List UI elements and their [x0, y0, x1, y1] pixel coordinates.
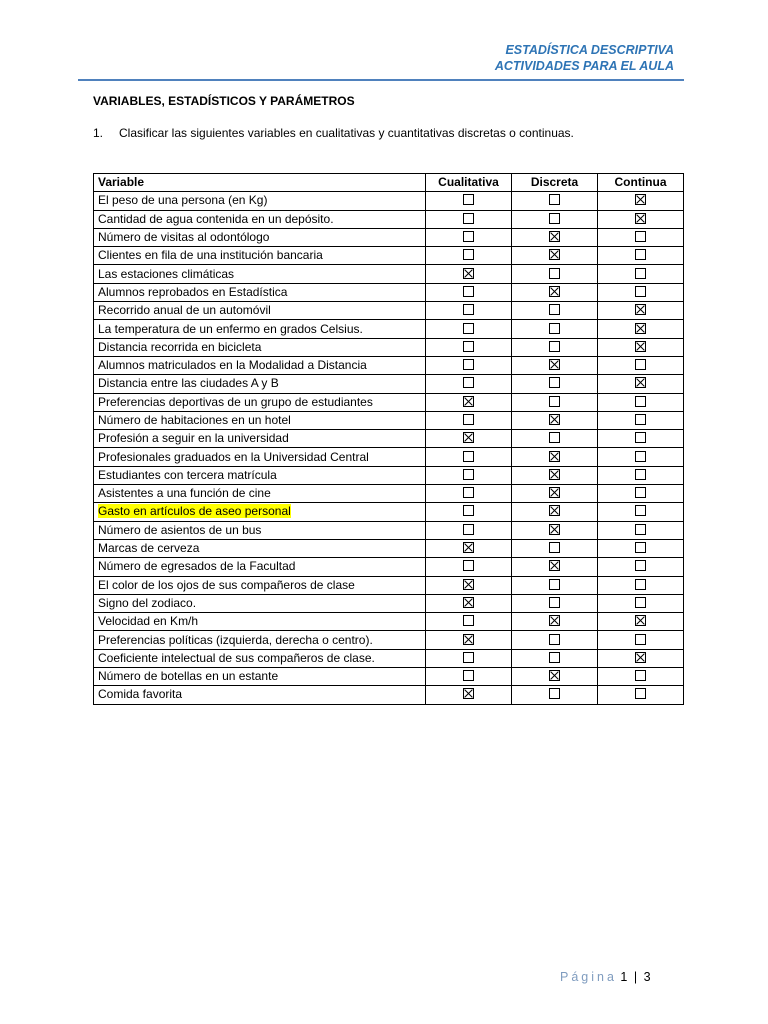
- empty-box-icon[interactable]: [635, 414, 646, 425]
- cualitativa-cell: [426, 338, 512, 356]
- continua-cell: [598, 375, 684, 393]
- checked-box-icon[interactable]: [549, 286, 560, 297]
- instruction: [93, 126, 574, 140]
- empty-box-icon[interactable]: [549, 597, 560, 608]
- discreta-cell: [512, 393, 598, 411]
- variable-label: Las estaciones climáticas: [98, 266, 235, 281]
- discreta-cell: [512, 411, 598, 429]
- checked-box-icon[interactable]: [463, 579, 474, 590]
- table-row: [94, 210, 684, 228]
- empty-box-icon[interactable]: [463, 304, 474, 315]
- discreta-cell: [512, 631, 598, 649]
- variable-label: Coeficiente intelectual de sus compañeros de clase.: [98, 650, 375, 665]
- total-pages: 3: [643, 970, 651, 984]
- discreta-cell: [512, 448, 598, 466]
- discreta-cell: [512, 594, 598, 612]
- empty-box-icon[interactable]: [549, 341, 560, 352]
- checked-box-icon[interactable]: [463, 268, 474, 279]
- continua-cell: [598, 356, 684, 374]
- variable-cell: [94, 649, 426, 667]
- continua-cell: [598, 210, 684, 228]
- discreta-cell: [512, 338, 598, 356]
- variable-cell: [94, 393, 426, 411]
- empty-box-icon[interactable]: [463, 323, 474, 334]
- discreta-cell: [512, 265, 598, 283]
- header-line-2: ACTIVIDADES PARA EL AULA: [494, 59, 674, 73]
- variable-label: Alumnos reprobados en Estadística: [98, 284, 288, 299]
- variable-cell: [94, 521, 426, 539]
- page-header: [495, 42, 674, 74]
- variable-cell: [94, 192, 426, 210]
- table-header-row: [94, 174, 684, 192]
- cualitativa-cell: [426, 210, 512, 228]
- table-row: [94, 668, 684, 686]
- cualitativa-cell: [426, 521, 512, 539]
- empty-box-icon[interactable]: [635, 231, 646, 242]
- variable-cell: [94, 356, 426, 374]
- variable-cell: [94, 228, 426, 246]
- variable-cell: [94, 430, 426, 448]
- cualitativa-cell: [426, 668, 512, 686]
- discreta-cell: [512, 649, 598, 667]
- discreta-cell: [512, 430, 598, 448]
- discreta-cell: [512, 539, 598, 557]
- checked-box-icon[interactable]: [463, 634, 474, 645]
- cualitativa-cell: [426, 228, 512, 246]
- page-word: Página: [560, 970, 617, 984]
- variable-cell: [94, 320, 426, 338]
- table-row: [94, 539, 684, 557]
- discreta-cell: [512, 247, 598, 265]
- cualitativa-cell: [426, 466, 512, 484]
- variable-cell: [94, 485, 426, 503]
- variable-cell: [94, 594, 426, 612]
- empty-box-icon[interactable]: [549, 268, 560, 279]
- variable-cell: [94, 503, 426, 521]
- variable-label: Gasto en artículos de aseo personal: [98, 504, 291, 519]
- checked-box-icon[interactable]: [549, 615, 560, 626]
- variable-label: El color de los ojos de sus compañeros de clase: [98, 577, 355, 592]
- checked-box-icon[interactable]: [549, 451, 560, 462]
- table-row: [94, 393, 684, 411]
- continua-cell: [598, 631, 684, 649]
- empty-box-icon[interactable]: [463, 670, 474, 681]
- variables-table: [93, 173, 684, 705]
- variable-label: Distancia entre las ciudades A y B: [98, 376, 279, 391]
- table-row: [94, 521, 684, 539]
- variable-cell: [94, 375, 426, 393]
- variable-cell: [94, 283, 426, 301]
- variable-label: Signo del zodiaco.: [98, 595, 197, 610]
- variable-cell: [94, 686, 426, 704]
- empty-box-icon[interactable]: [635, 670, 646, 681]
- table-row: [94, 430, 684, 448]
- variable-cell: [94, 448, 426, 466]
- empty-box-icon[interactable]: [463, 377, 474, 388]
- empty-box-icon[interactable]: [635, 524, 646, 535]
- discreta-cell: [512, 686, 598, 704]
- discreta-cell: [512, 375, 598, 393]
- checked-box-icon[interactable]: [635, 377, 646, 388]
- checked-box-icon[interactable]: [549, 524, 560, 535]
- checked-box-icon[interactable]: [635, 213, 646, 224]
- discreta-cell: [512, 192, 598, 210]
- table-row: [94, 466, 684, 484]
- continua-cell: [598, 521, 684, 539]
- continua-cell: [598, 192, 684, 210]
- empty-box-icon[interactable]: [463, 414, 474, 425]
- empty-box-icon[interactable]: [549, 432, 560, 443]
- empty-box-icon[interactable]: [635, 688, 646, 699]
- continua-cell: [598, 430, 684, 448]
- table-row: [94, 338, 684, 356]
- cualitativa-cell: [426, 594, 512, 612]
- table-row: [94, 228, 684, 246]
- checked-box-icon[interactable]: [549, 670, 560, 681]
- table-row: [94, 411, 684, 429]
- variable-cell: [94, 247, 426, 265]
- column-header-discreta: Discreta: [512, 174, 598, 192]
- empty-box-icon[interactable]: [463, 341, 474, 352]
- discreta-cell: [512, 521, 598, 539]
- continua-cell: [598, 448, 684, 466]
- empty-box-icon[interactable]: [463, 249, 474, 260]
- empty-box-icon[interactable]: [635, 560, 646, 571]
- continua-cell: [598, 668, 684, 686]
- checked-box-icon[interactable]: [635, 304, 646, 315]
- header-rule: [78, 79, 684, 81]
- empty-box-icon[interactable]: [635, 249, 646, 260]
- checked-box-icon[interactable]: [463, 396, 474, 407]
- checked-box-icon[interactable]: [635, 323, 646, 334]
- table-row: [94, 594, 684, 612]
- variable-label: Clientes en fila de una institución bancaria: [98, 248, 323, 263]
- empty-box-icon[interactable]: [463, 231, 474, 242]
- empty-box-icon[interactable]: [635, 597, 646, 608]
- empty-box-icon[interactable]: [549, 213, 560, 224]
- variable-label: Velocidad en Km/h: [98, 614, 199, 629]
- discreta-cell: [512, 210, 598, 228]
- empty-box-icon[interactable]: [463, 615, 474, 626]
- checked-box-icon[interactable]: [549, 231, 560, 242]
- empty-box-icon[interactable]: [463, 487, 474, 498]
- variable-cell: [94, 302, 426, 320]
- continua-cell: [598, 283, 684, 301]
- variable-cell: [94, 613, 426, 631]
- variable-label: Preferencias deportivas de un grupo de estudiantes: [98, 394, 373, 409]
- empty-box-icon[interactable]: [549, 377, 560, 388]
- continua-cell: [598, 338, 684, 356]
- continua-cell: [598, 265, 684, 283]
- checked-box-icon[interactable]: [463, 432, 474, 443]
- table-row: [94, 192, 684, 210]
- continua-cell: [598, 485, 684, 503]
- table-row: [94, 576, 684, 594]
- checked-box-icon[interactable]: [635, 341, 646, 352]
- empty-box-icon[interactable]: [635, 469, 646, 480]
- table-row: [94, 649, 684, 667]
- variable-label: Distancia recorrida en bicicleta: [98, 339, 262, 354]
- table-row: [94, 320, 684, 338]
- empty-box-icon[interactable]: [463, 451, 474, 462]
- empty-box-icon[interactable]: [635, 634, 646, 645]
- empty-box-icon[interactable]: [635, 268, 646, 279]
- checked-box-icon[interactable]: [635, 615, 646, 626]
- column-header-continua: Continua: [598, 174, 684, 192]
- continua-cell: [598, 247, 684, 265]
- variable-label: Número de habitaciones en un hotel: [98, 413, 291, 427]
- header-line-1: ESTADÍSTICA DESCRIPTIVA: [505, 43, 674, 57]
- empty-box-icon[interactable]: [549, 396, 560, 407]
- continua-cell: [598, 686, 684, 704]
- discreta-cell: [512, 302, 598, 320]
- column-header-variable: Variable: [94, 174, 426, 192]
- variable-cell: [94, 411, 426, 429]
- variable-label: Profesionales graduados en la Universidad Central: [98, 449, 369, 464]
- cualitativa-cell: [426, 485, 512, 503]
- cualitativa-cell: [426, 320, 512, 338]
- discreta-cell: [512, 668, 598, 686]
- checked-box-icon[interactable]: [549, 359, 560, 370]
- empty-box-icon[interactable]: [549, 579, 560, 590]
- checked-box-icon[interactable]: [463, 688, 474, 699]
- empty-box-icon[interactable]: [635, 359, 646, 370]
- discreta-cell: [512, 613, 598, 631]
- checked-box-icon[interactable]: [635, 194, 646, 205]
- empty-box-icon[interactable]: [463, 652, 474, 663]
- continua-cell: [598, 503, 684, 521]
- empty-box-icon[interactable]: [635, 505, 646, 516]
- cualitativa-cell: [426, 613, 512, 631]
- variable-label: Marcas de cerveza: [98, 541, 200, 556]
- variable-label: Recorrido anual de un automóvil: [98, 303, 271, 318]
- cualitativa-cell: [426, 576, 512, 594]
- discreta-cell: [512, 283, 598, 301]
- cualitativa-cell: [426, 631, 512, 649]
- empty-box-icon[interactable]: [463, 286, 474, 297]
- variable-label: El peso de una persona (en Kg): [98, 193, 268, 208]
- section-title: VARIABLES, ESTADÍSTICOS Y PARÁMETROS: [93, 94, 355, 108]
- cualitativa-cell: [426, 503, 512, 521]
- discreta-cell: [512, 485, 598, 503]
- variable-cell: [94, 466, 426, 484]
- table-row: [94, 265, 684, 283]
- variable-label: Número de visitas al odontólogo: [98, 230, 270, 245]
- continua-cell: [598, 613, 684, 631]
- table-row: [94, 613, 684, 631]
- discreta-cell: [512, 356, 598, 374]
- table-row: [94, 448, 684, 466]
- variable-label: La temperatura de un enfermo en grados Celsius.: [98, 321, 363, 336]
- empty-box-icon[interactable]: [549, 304, 560, 315]
- empty-box-icon[interactable]: [635, 542, 646, 553]
- continua-cell: [598, 411, 684, 429]
- table-row: [94, 356, 684, 374]
- table-row: [94, 283, 684, 301]
- checked-box-icon[interactable]: [549, 505, 560, 516]
- variable-cell: [94, 631, 426, 649]
- table-row: [94, 485, 684, 503]
- table-row: [94, 375, 684, 393]
- discreta-cell: [512, 576, 598, 594]
- empty-box-icon[interactable]: [635, 432, 646, 443]
- discreta-cell: [512, 320, 598, 338]
- variable-label: Número de botellas en un estante: [98, 669, 279, 684]
- checked-box-icon[interactable]: [549, 469, 560, 480]
- instruction-number: 1.: [93, 126, 104, 140]
- cualitativa-cell: [426, 375, 512, 393]
- continua-cell: [598, 558, 684, 576]
- instruction-text: Clasificar las siguientes variables en cualitativas y cuantitativas discretas o continuas.: [119, 126, 574, 140]
- empty-box-icon[interactable]: [635, 579, 646, 590]
- checked-box-icon[interactable]: [463, 542, 474, 553]
- checked-box-icon[interactable]: [635, 652, 646, 663]
- page-separator: |: [633, 970, 638, 984]
- continua-cell: [598, 594, 684, 612]
- variable-label: Número de egresados de la Facultad: [98, 559, 296, 574]
- table-row: [94, 631, 684, 649]
- variable-label: Asistentes a una función de cine: [98, 486, 271, 501]
- checked-box-icon[interactable]: [549, 487, 560, 498]
- page-footer: [560, 970, 651, 984]
- empty-box-icon[interactable]: [463, 469, 474, 480]
- checked-box-icon[interactable]: [549, 560, 560, 571]
- empty-box-icon[interactable]: [635, 451, 646, 462]
- continua-cell: [598, 302, 684, 320]
- variable-label: Comida favorita: [98, 687, 183, 702]
- continua-cell: [598, 393, 684, 411]
- table-row: [94, 558, 684, 576]
- empty-box-icon[interactable]: [463, 524, 474, 535]
- cualitativa-cell: [426, 448, 512, 466]
- variable-cell: [94, 539, 426, 557]
- empty-box-icon[interactable]: [463, 359, 474, 370]
- variable-label: Preferencias políticas (izquierda, derecha o centro).: [98, 632, 373, 647]
- cualitativa-cell: [426, 430, 512, 448]
- checked-box-icon[interactable]: [549, 414, 560, 425]
- checked-box-icon[interactable]: [463, 597, 474, 608]
- variable-cell: [94, 210, 426, 228]
- empty-box-icon[interactable]: [463, 505, 474, 516]
- cualitativa-cell: [426, 265, 512, 283]
- continua-cell: [598, 539, 684, 557]
- table-row: [94, 503, 684, 521]
- cualitativa-cell: [426, 393, 512, 411]
- variable-cell: [94, 265, 426, 283]
- cualitativa-cell: [426, 302, 512, 320]
- cualitativa-cell: [426, 283, 512, 301]
- variable-cell: [94, 576, 426, 594]
- table-row: [94, 686, 684, 704]
- empty-box-icon[interactable]: [549, 323, 560, 334]
- variable-label: Alumnos matriculados en la Modalidad a Distancia: [98, 358, 367, 373]
- empty-box-icon[interactable]: [549, 688, 560, 699]
- cualitativa-cell: [426, 558, 512, 576]
- table-row: [94, 302, 684, 320]
- empty-box-icon[interactable]: [549, 194, 560, 205]
- cualitativa-cell: [426, 649, 512, 667]
- cualitativa-cell: [426, 411, 512, 429]
- continua-cell: [598, 228, 684, 246]
- empty-box-icon[interactable]: [549, 634, 560, 645]
- discreta-cell: [512, 466, 598, 484]
- variable-cell: [94, 668, 426, 686]
- empty-box-icon[interactable]: [463, 194, 474, 205]
- column-header-cualitativa: Cualitativa: [426, 174, 512, 192]
- discreta-cell: [512, 503, 598, 521]
- cualitativa-cell: [426, 539, 512, 557]
- cualitativa-cell: [426, 192, 512, 210]
- variable-cell: [94, 558, 426, 576]
- empty-box-icon[interactable]: [635, 396, 646, 407]
- empty-box-icon[interactable]: [635, 487, 646, 498]
- variable-label: Cantidad de agua contenida en un depósito.: [98, 211, 334, 226]
- empty-box-icon[interactable]: [463, 560, 474, 571]
- continua-cell: [598, 576, 684, 594]
- empty-box-icon[interactable]: [463, 213, 474, 224]
- discreta-cell: [512, 558, 598, 576]
- variable-label: Estudiantes con tercera matrícula: [98, 467, 277, 482]
- continua-cell: [598, 320, 684, 338]
- cualitativa-cell: [426, 356, 512, 374]
- current-page-number: 1: [620, 970, 628, 984]
- continua-cell: [598, 466, 684, 484]
- cualitativa-cell: [426, 686, 512, 704]
- checked-box-icon[interactable]: [549, 249, 560, 260]
- variable-label: Número de asientos de un bus: [98, 522, 262, 537]
- variable-cell: [94, 338, 426, 356]
- continua-cell: [598, 649, 684, 667]
- variable-label: Profesión a seguir en la universidad: [98, 431, 289, 446]
- table-row: [94, 247, 684, 265]
- cualitativa-cell: [426, 247, 512, 265]
- empty-box-icon[interactable]: [549, 542, 560, 553]
- discreta-cell: [512, 228, 598, 246]
- empty-box-icon[interactable]: [635, 286, 646, 297]
- table-body: [94, 192, 684, 704]
- empty-box-icon[interactable]: [549, 652, 560, 663]
